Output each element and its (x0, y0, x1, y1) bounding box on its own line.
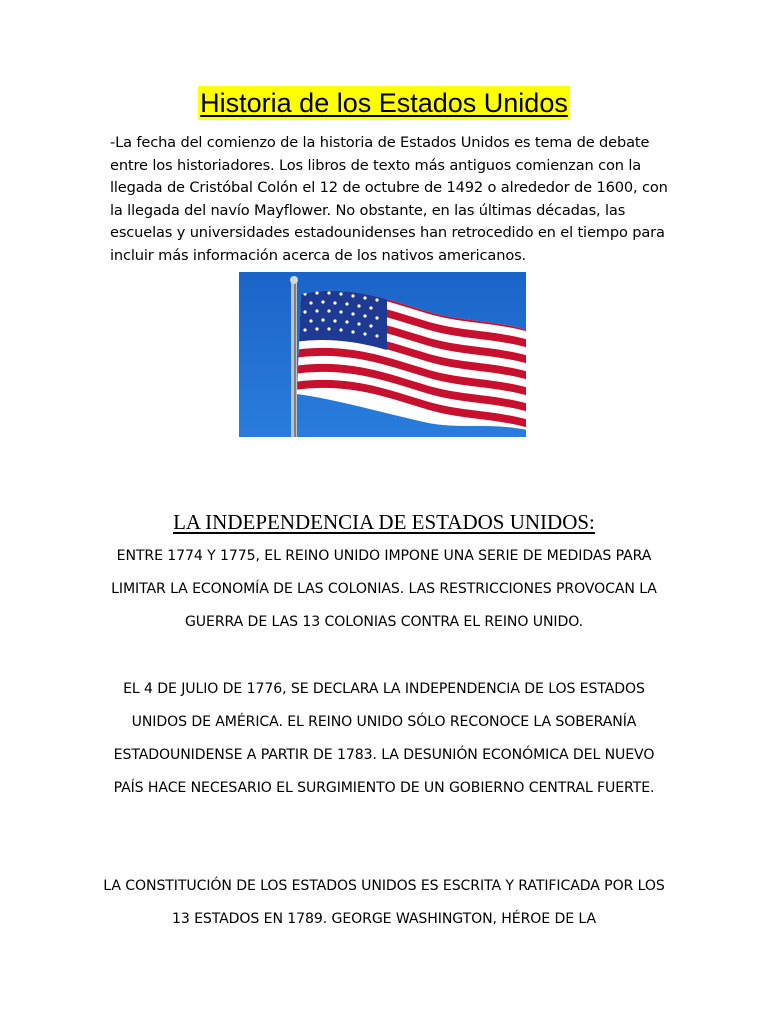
intro-paragraph: -La fecha del comienzo de la historia de Estados Unidos es tema de debate entre los historiadores. Los libros de texto más antiguos comienzan con la llegada de Cristóbal Colón el 12 de octubre de 1492 o alrededor de 1600, con la llegada del navío Mayflower. No obstante, en las últimas décadas, las escuelas y universidades estadounidenses han retrocedido en el tiempo para incluir más información acerca de los nativos americanos. (110, 134, 668, 264)
paragraph-independencia: EL 4 DE JULIO DE 1776, SE DECLARA LA INDEPENDENCIA DE LOS ESTADOS UNIDOS DE AMÉRICA. EL REINO UNIDO SÓLO RECONOCE LA SOBERANÍA ESTADOUNIDENSE A PARTIR DE 1783. LA DESUNIÓN ECONÓMICA DEL NUEVO PAÍS HACE NECESARIO EL SURGIMIENTO DE UN GOBIERNO CENTRAL FUERTE. (113, 681, 655, 796)
page-title: Historia de los Estados Unidos (200, 88, 568, 118)
paragraph-restricciones: ENTRE 1774 Y 1775, EL REINO UNIDO IMPONE UNA SERIE DE MEDIDAS PARA LIMITAR LA ECONOMÍA DE LAS COLONIAS. LAS RESTRICCIONES PROVOCAN LA GUERRA DE LAS 13 COLONIAS CONTRA EL REINO UNIDO. (111, 548, 657, 630)
title-container (0, 86, 768, 120)
us-flag-icon (239, 272, 526, 437)
section-heading: LA INDEPENDENCIA DE ESTADOS UNIDOS: (173, 510, 595, 534)
paragraph-constitucion: LA CONSTITUCIÓN DE LOS ESTADOS UNIDOS ES ESCRITA Y RATIFICADA POR LOS 13 ESTADOS EN 1789. GEORGE WASHINGTON, HÉROE DE LA (103, 878, 665, 927)
